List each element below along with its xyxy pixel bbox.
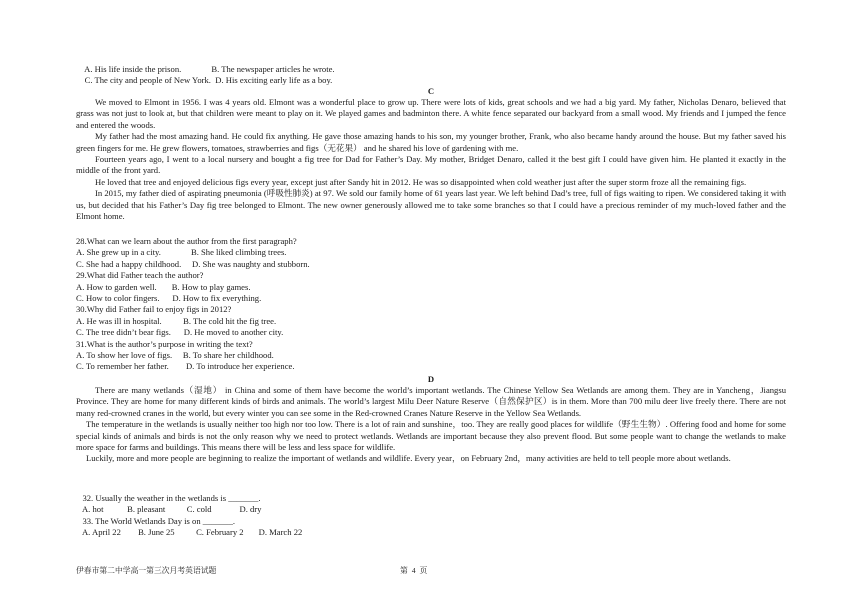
footer-school: 伊春市第二中学高一第三次月考英语试题: [76, 566, 217, 575]
option-line: A. April 22 B. June 25 C. February 2 D. March 22: [76, 527, 303, 538]
option-line: A. She grew up in a city. B. She liked climbing trees.: [76, 247, 287, 258]
section-d-passage: [76, 385, 786, 465]
paragraph: My father had the most amazing hand. He could fix anything. He gave those amazing hands to his son, my younger brother, Frank, who also became handy around the house. But my father saved his green fingers for me. He grew flowers, tomatoes, strawberries and figs（无花果） and he shared his love of gardening with me.: [76, 131, 786, 153]
section-c-title: C: [427, 86, 435, 96]
option-line: A. He was ill in hospital. B. The cold hit the fig tree.: [76, 315, 277, 326]
question-stem: 33. The World Wetlands Day is on _______.: [76, 515, 236, 526]
option-line: C. The city and people of New York. D. His exciting early life as a boy.: [76, 75, 333, 86]
paragraph: He loved that tree and enjoyed delicious figs every year, except just after Sandy hit in 2012. He was so disappointed when cold weather just after the super storm froze all the remaining figs.: [95, 176, 747, 187]
previous-question-options: [76, 64, 786, 87]
paragraph: Luckily, more and more people are beginning to realize the important of wetlands and wildlife. Every year，on February 2nd，many activities are held to tell people more about wetlands.: [86, 453, 731, 464]
option-line: A. To show her love of figs. B. To share her childhood.: [76, 350, 274, 361]
option-line: C. The tree didn’t bear figs. D. He moved to another city.: [76, 327, 284, 338]
paragraph: The temperature in the wetlands is usually neither too high nor too low. There is a lot of rain and sunshine，too. They are really good places for wildlife（野生生物）. Offering food and home for some special kinds of animals and birds is not the only reason why we need to protect wetlands. Wetlands are important because they also prevent flood. But some people want to change the wetlands to make more space for farms and buildings. This means there will be less and less space for wildlife.: [76, 419, 786, 453]
option-line: C. To remember her father. D. To introduce her experience.: [76, 361, 295, 372]
question-stem: 28.What can we learn about the author from the first paragraph?: [76, 236, 297, 246]
paragraph: There are many wetlands（湿地） in China and some of them have become the world’s important wetlands. The Chinese Yellow Sea Wetlands are among them. They are in Yancheng，Jiangsu Province. They are home for many different kinds of birds and animals. The world’s largest Milu Deer Nature Reserve（自然保护区）is in them. More than 700 milu deer live freely there. There are not many red-crowned cranes in the world, but every winter you can see some in the Red-crowned Cranes Nature Reserve in the Yellow Sea Wetlands.: [76, 385, 786, 418]
option-line: A. hot B. pleasant C. cold D. dry: [76, 504, 262, 515]
footer-page-number: 第 4 页: [400, 566, 428, 575]
section-d-questions: [76, 493, 786, 539]
option-line: A. How to garden well. B. How to play games.: [76, 281, 251, 292]
section-c-passage: [76, 97, 786, 222]
option-line: C. How to color fingers. D. How to fix everything.: [76, 293, 262, 304]
option-line: C. She had a happy childhood. D. She was naughty and stubborn.: [76, 258, 310, 269]
paragraph: In 2015, my father died of aspirating pneumonia (呼吸性肺炎) at 97. We sold our family home of 61 years last year. We left behind Dad’s tree, full of figs waiting to ripen. We considered taking it with us, but decided that his Father’s Day fig tree belonged to Elmont. The new owner generously allowed me to take some branches so that I could have a precious reminder of my much-loved father and the Elmont home.: [76, 188, 786, 222]
section-d-title: D: [427, 374, 435, 384]
question-stem: 29.What did Father teach the author?: [76, 270, 204, 281]
paragraph: We moved to Elmont in 1956. I was 4 years old. Elmont was a wonderful place to grow up. There were lots of kids, great schools and we had a big yard. My father, Nicholas Denaro, believed that grass was not just to look at, but that children were meant to play on it. We played games and badminton there. A white fence separated our backyard from a small wood. My friends and I jumped the fence and entered the woods.: [76, 97, 786, 130]
option-line: A. His life inside the prison. B. The newspaper articles he wrote.: [76, 64, 335, 74]
question-stem: 32. Usually the weather in the wetlands is _______.: [76, 493, 261, 503]
paragraph: Fourteen years ago, I went to a local nursery and bought a fig tree for Dad for Father’s Day. My mother, Bridget Denaro, called it the best gift I could have given him. He planted it exactly in the middle of the front yard.: [76, 154, 786, 176]
question-stem: 31.What is the author’s purpose in writing the text?: [76, 338, 253, 349]
section-c-questions: [76, 236, 786, 373]
question-stem: 30.Why did Father fail to enjoy figs in 2012?: [76, 304, 232, 315]
